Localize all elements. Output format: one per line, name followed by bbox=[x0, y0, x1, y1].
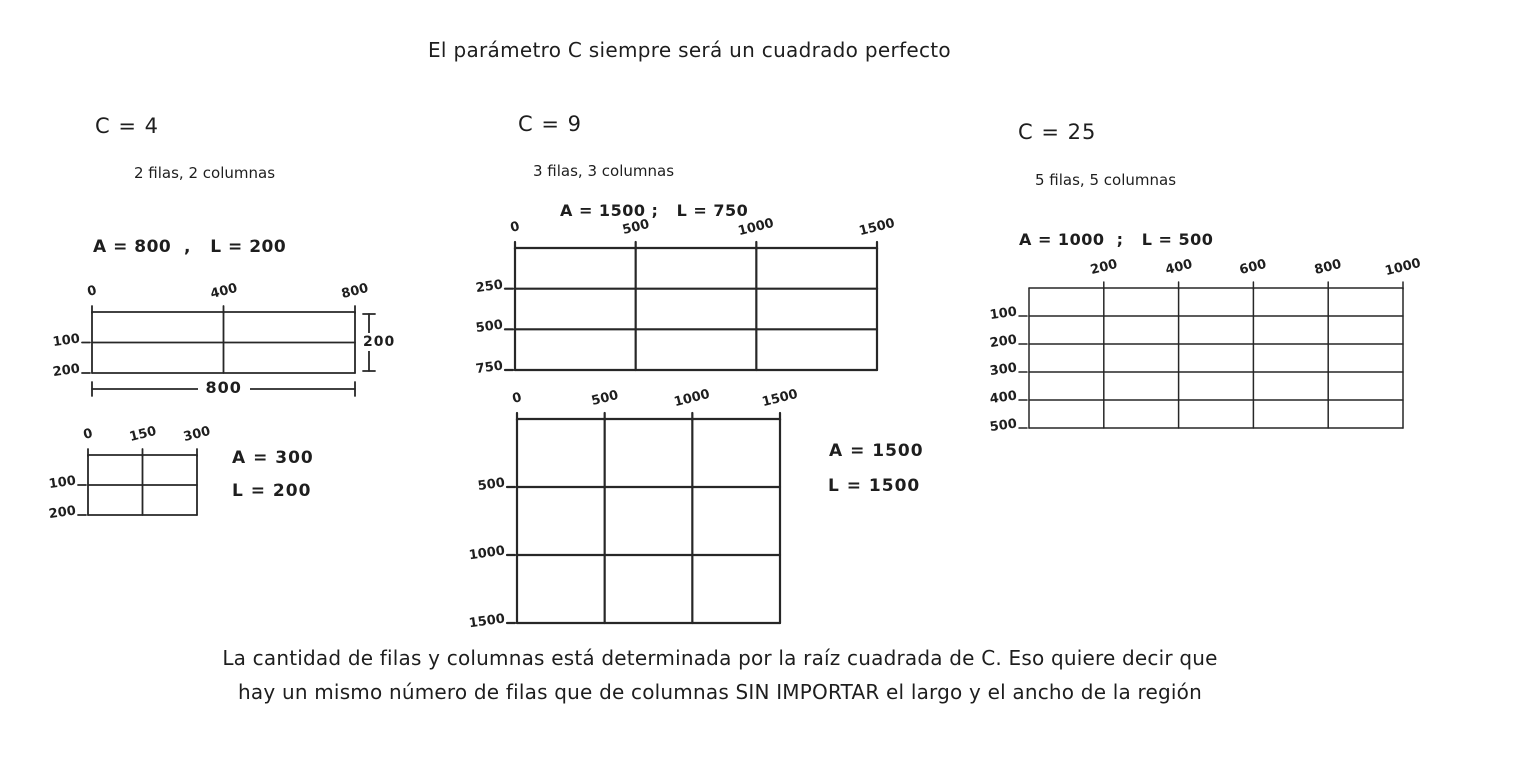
x-tick-label: 500 bbox=[589, 387, 620, 410]
x-tick-label: 200 bbox=[1088, 256, 1119, 279]
x-tick-label: 600 bbox=[1238, 256, 1269, 279]
section-c25-params: A = 1000 ; L = 500 bbox=[1019, 230, 1214, 249]
grid-c9-wide bbox=[474, 215, 897, 378]
y-tick-label: 1000 bbox=[467, 543, 506, 564]
square-grid-area-label: A = 1500 bbox=[829, 441, 924, 461]
y-tick-label: 250 bbox=[474, 277, 504, 296]
x-tick-label: 1000 bbox=[736, 215, 776, 240]
x-tick-label: 1500 bbox=[760, 386, 800, 411]
y-tick-label: 100 bbox=[51, 330, 81, 350]
section-c4-rows-cols: 2 filas, 2 columnas bbox=[134, 164, 276, 182]
y-tick-label: 500 bbox=[988, 416, 1018, 436]
section-c25-heading: C = 25 bbox=[1018, 120, 1097, 144]
grid-lines bbox=[467, 369, 830, 673]
square-grid-length-label: L = 1500 bbox=[828, 476, 921, 496]
height-dimension-label: 200 bbox=[360, 333, 398, 351]
x-tick-label: 800 bbox=[340, 280, 370, 303]
x-tick-label: 1000 bbox=[1383, 255, 1423, 280]
width-dimension-label: 800 bbox=[198, 378, 250, 397]
y-tick-label: 750 bbox=[474, 358, 504, 378]
y-tick-label: 200 bbox=[47, 503, 77, 523]
section-c9-rows-cols: 3 filas, 3 columnas bbox=[533, 162, 675, 180]
grid-c4-small bbox=[47, 423, 212, 523]
y-tick-label: 500 bbox=[476, 475, 506, 495]
section-c9-params: A = 1500 ; L = 750 bbox=[560, 201, 749, 220]
y-tick-label: 300 bbox=[988, 360, 1018, 380]
y-tick-label: 100 bbox=[988, 304, 1018, 324]
x-tick-label: 300 bbox=[182, 423, 212, 446]
footer-line2: hay un mismo número de filas que de columnas SIN IMPORTAR el largo y el ancho de la región bbox=[238, 680, 1202, 704]
section-c4-params: A = 800 , L = 200 bbox=[93, 237, 287, 257]
footer-line1: La cantidad de filas y columnas está determinada por la raíz cuadrada de C. Eso quiere decir que bbox=[222, 646, 1218, 670]
x-tick-label: 150 bbox=[127, 423, 158, 446]
x-tick-label: 500 bbox=[620, 216, 651, 239]
x-tick-label: 0 bbox=[508, 219, 522, 236]
page-title: El parámetro C siempre será un cuadrado perfecto bbox=[428, 38, 951, 62]
y-tick-label: 1500 bbox=[467, 611, 506, 632]
section-c25-rows-cols: 5 filas, 5 columnas bbox=[1035, 171, 1177, 189]
x-tick-label: 400 bbox=[1163, 256, 1194, 279]
y-tick-label: 500 bbox=[474, 317, 504, 337]
x-tick-label: 0 bbox=[81, 426, 95, 443]
grid-c4-main bbox=[51, 280, 396, 397]
y-tick-label: 100 bbox=[47, 473, 77, 493]
x-tick-label: 1000 bbox=[672, 386, 712, 411]
small-grid-area-label: A = 300 bbox=[232, 448, 314, 468]
x-tick-label: 800 bbox=[1313, 256, 1344, 279]
x-tick-label: 1500 bbox=[857, 215, 897, 240]
footer-note bbox=[100, 641, 1340, 709]
section-c4-heading: C = 4 bbox=[95, 114, 159, 138]
x-tick-label: 0 bbox=[510, 390, 524, 407]
y-tick-label: 400 bbox=[988, 388, 1018, 408]
x-tick-label: 400 bbox=[208, 280, 239, 303]
grid-lines bbox=[979, 238, 1453, 478]
small-grid-length-label: L = 200 bbox=[232, 481, 312, 501]
section-c9-heading: C = 9 bbox=[518, 112, 582, 136]
grid-c9-square bbox=[467, 386, 800, 632]
y-tick-label: 200 bbox=[988, 332, 1018, 352]
x-tick-label: 0 bbox=[85, 283, 99, 300]
grid-c25-main bbox=[988, 255, 1423, 436]
y-tick-label: 200 bbox=[51, 361, 81, 381]
